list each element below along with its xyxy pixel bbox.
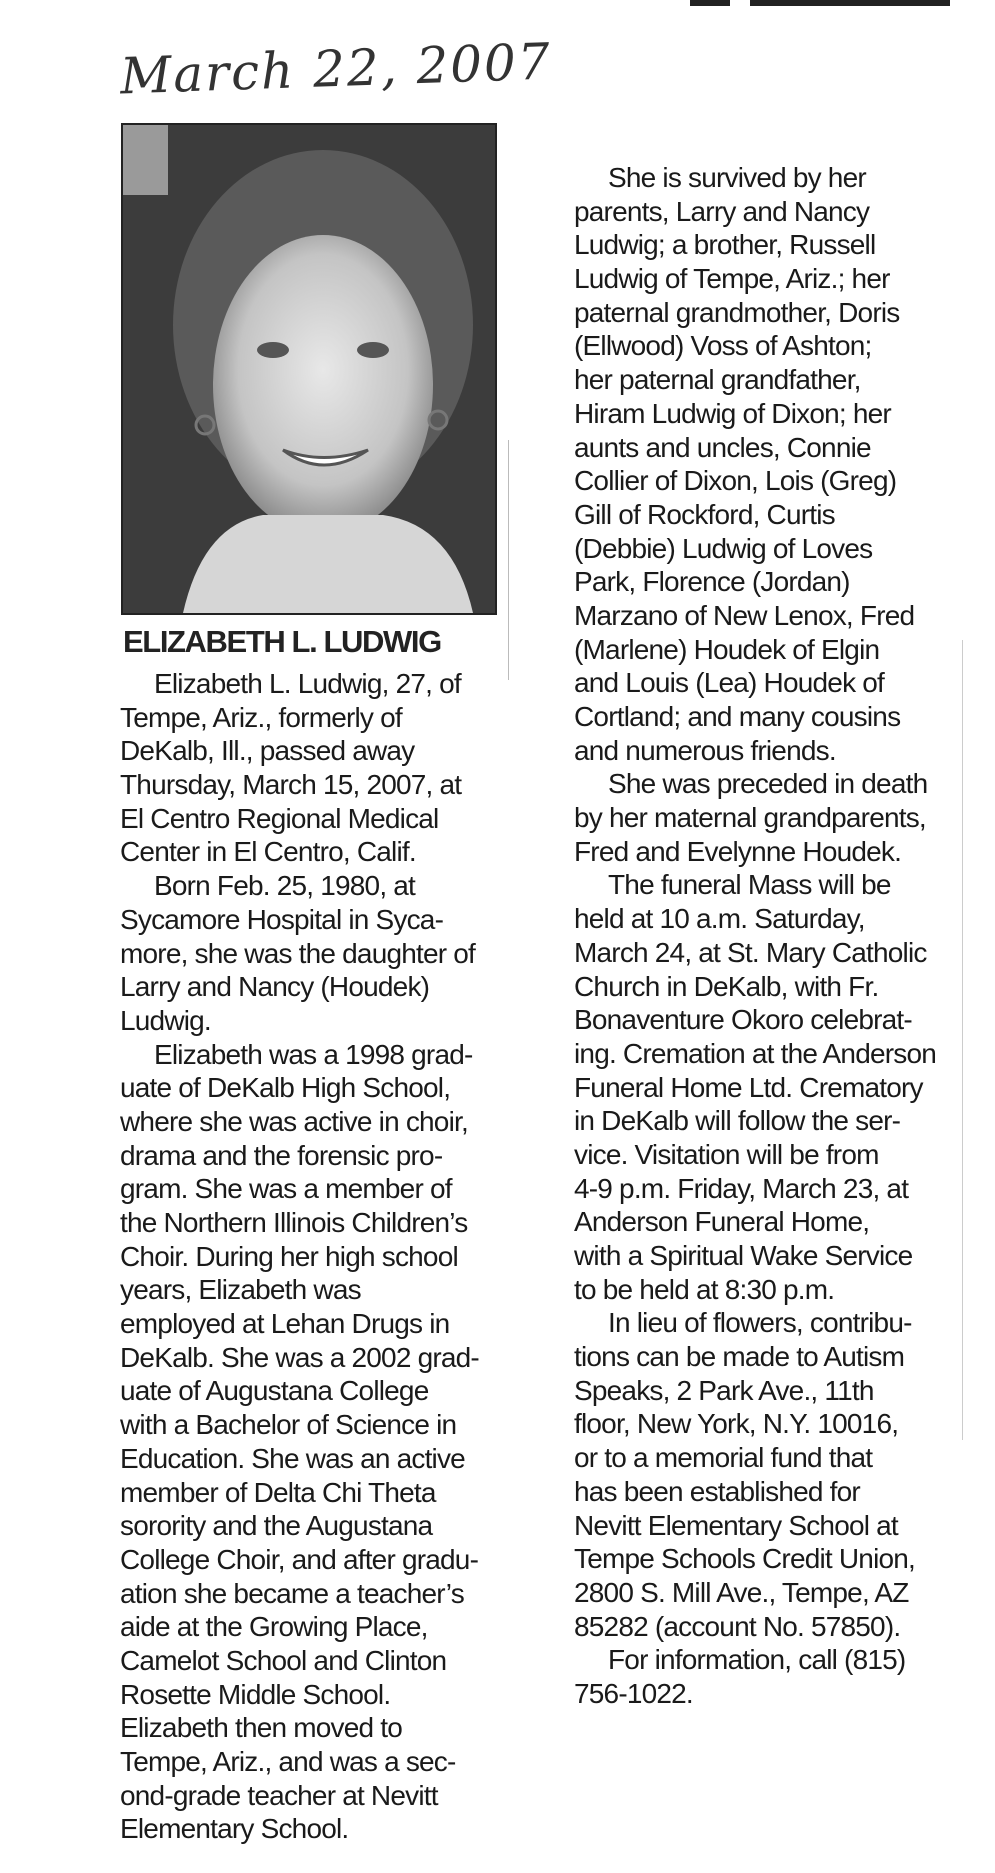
text-line: uate of Augustana College <box>120 1375 429 1407</box>
text-line: aunts and uncles, Connie <box>574 431 871 463</box>
text-line: 85282 (account No. 57850). <box>574 1610 901 1642</box>
handwritten-date: March 22, 2007 <box>119 32 553 106</box>
text-line: member of Delta Chi Theta <box>120 1476 436 1508</box>
text-line: has been established for <box>574 1475 860 1507</box>
text-line: March 24, at St. Mary Catholic <box>574 936 927 968</box>
text-line: and Louis (Lea) Houdek of <box>574 667 884 699</box>
text-line: Elizabeth then moved to <box>120 1712 403 1744</box>
text-line: or to a memorial fund that <box>574 1442 873 1474</box>
text-line: Funeral Home Ltd. Crematory <box>574 1071 923 1103</box>
clipped-masthead-fragment <box>690 0 960 8</box>
text-line: Park, Florence (Jordan) <box>574 566 850 598</box>
text-line: Thursday, March 15, 2007, at <box>120 769 462 801</box>
text-line: the Northern Illinois Children’s <box>120 1207 468 1238</box>
text-line: Hiram Ludwig of Dixon; her <box>574 397 891 429</box>
paragraph <box>120 667 479 869</box>
text-line: uate of DeKalb High School, <box>120 1072 451 1104</box>
text-line: Cortland; and many cousins <box>574 701 901 732</box>
text-line: parents, Larry and Nancy <box>574 195 870 227</box>
text-line: held at 10 a.m. Saturday, <box>574 903 865 935</box>
text-line: Tempe Schools Credit Union, <box>574 1543 916 1575</box>
left-column-text <box>120 667 479 1846</box>
text-line: El Centro Regional Medical <box>120 802 439 834</box>
text-line: Elizabeth L. Ludwig, 27, of <box>154 668 461 699</box>
text-line: Elementary School. <box>120 1813 349 1845</box>
paragraph <box>574 767 936 868</box>
text-line: gram. She was a member of <box>120 1173 452 1205</box>
right-column-text <box>574 161 936 1711</box>
text-line: (Debbie) Ludwig of Loves <box>574 532 873 564</box>
text-line: Education. She was an active <box>120 1442 465 1474</box>
text-line: 4-9 p.m. Friday, March 23, at <box>574 1172 909 1204</box>
text-line: In lieu of flowers, contribu- <box>608 1307 912 1339</box>
text-line: ation she became a teacher’s <box>120 1577 464 1609</box>
text-line: Speaks, 2 Park Ave., 11th <box>574 1374 874 1406</box>
text-line: College Choir, and after gradu- <box>120 1543 479 1575</box>
text-line: Ludwig; a brother, Russell <box>574 229 876 261</box>
text-line: DeKalb. She was a 2002 grad- <box>120 1341 479 1373</box>
text-line: 2800 S. Mill Ave., Tempe, AZ <box>574 1576 909 1608</box>
text-line: her paternal grandfather, <box>574 364 861 396</box>
text-line: by her maternal grandparents, <box>574 802 926 834</box>
text-line: Marzano of New Lenox, Fred <box>574 599 915 631</box>
portrait-photo <box>121 123 497 615</box>
text-line: Tempe, Ariz., formerly of <box>120 701 402 733</box>
text-line: DeKalb, Ill., passed away <box>120 735 415 767</box>
text-line: vice. Visitation will be from <box>574 1138 879 1170</box>
text-line: to be held at 8:30 p.m. <box>574 1273 835 1305</box>
text-line: where she was active in choir, <box>120 1105 468 1137</box>
text-line: 756-1022. <box>574 1677 693 1709</box>
text-line: aide at the Growing Place, <box>120 1611 428 1643</box>
text-line: She was preceded in death <box>608 768 928 800</box>
obituary-name-heading: ELIZABETH L. LUDWIG <box>123 624 441 659</box>
text-line: Camelot School and Clinton <box>120 1644 447 1676</box>
text-line: sorority and the Augustana <box>120 1510 433 1542</box>
text-line: with a Spiritual Wake Service <box>574 1240 913 1271</box>
text-line: Rosette Middle School. <box>120 1678 391 1710</box>
text-line: Nevitt Elementary School at <box>574 1509 898 1541</box>
paragraph <box>120 1038 479 1847</box>
text-line: Choir. During her high school <box>120 1240 458 1272</box>
column-rule <box>508 440 509 680</box>
text-line: and numerous friends. <box>574 734 836 766</box>
text-line: Anderson Funeral Home, <box>574 1206 870 1238</box>
text-line: Sycamore Hospital in Syca- <box>120 903 444 935</box>
paragraph <box>120 869 479 1037</box>
column-rule <box>962 640 963 1440</box>
text-line: Fred and Evelynne Houdek. <box>574 835 902 867</box>
text-line: Ludwig of Tempe, Ariz.; her <box>574 263 890 295</box>
text-line: years, Elizabeth was <box>120 1274 361 1306</box>
text-line: Larry and Nancy (Houdek) <box>120 971 430 1003</box>
text-line: in DeKalb will follow the ser- <box>574 1105 901 1137</box>
paragraph <box>574 1306 936 1643</box>
text-line: Born Feb. 25, 1980, at <box>154 870 416 902</box>
text-line: ond-grade teacher at Nevitt <box>120 1779 438 1811</box>
paragraph <box>574 1643 936 1710</box>
text-line: floor, New York, N.Y. 10016, <box>574 1408 899 1440</box>
text-line: drama and the forensic pro- <box>120 1139 443 1171</box>
text-line: Center in El Centro, Calif. <box>120 836 416 868</box>
text-line: employed at Lehan Drugs in <box>120 1308 450 1340</box>
text-line: Tempe, Ariz., and was a sec- <box>120 1746 456 1777</box>
text-line: more, she was the daughter of <box>120 937 476 969</box>
text-line: Elizabeth was a 1998 grad- <box>154 1038 473 1070</box>
text-line: The funeral Mass will be <box>608 869 891 901</box>
text-line: (Ellwood) Voss of Ashton; <box>574 330 872 362</box>
text-line: Bonaventure Okoro celebrat- <box>574 1004 912 1036</box>
text-line: Collier of Dixon, Lois (Greg) <box>574 465 897 497</box>
paragraph <box>574 161 936 767</box>
text-line: (Marlene) Houdek of Elgin <box>574 633 880 665</box>
text-line: tions can be made to Autism <box>574 1341 905 1373</box>
text-line: paternal grandmother, Doris <box>574 296 900 328</box>
text-line: For information, call (815) <box>608 1644 906 1676</box>
text-line: Ludwig. <box>120 1004 211 1036</box>
text-line: with a Bachelor of Science in <box>120 1409 457 1441</box>
text-line: ing. Cremation at the Anderson <box>574 1037 937 1069</box>
paragraph <box>574 868 936 1306</box>
text-line: Church in DeKalb, with Fr. <box>574 970 879 1002</box>
text-line: She is survived by her <box>608 162 866 193</box>
text-line: Gill of Rockford, Curtis <box>574 498 835 530</box>
